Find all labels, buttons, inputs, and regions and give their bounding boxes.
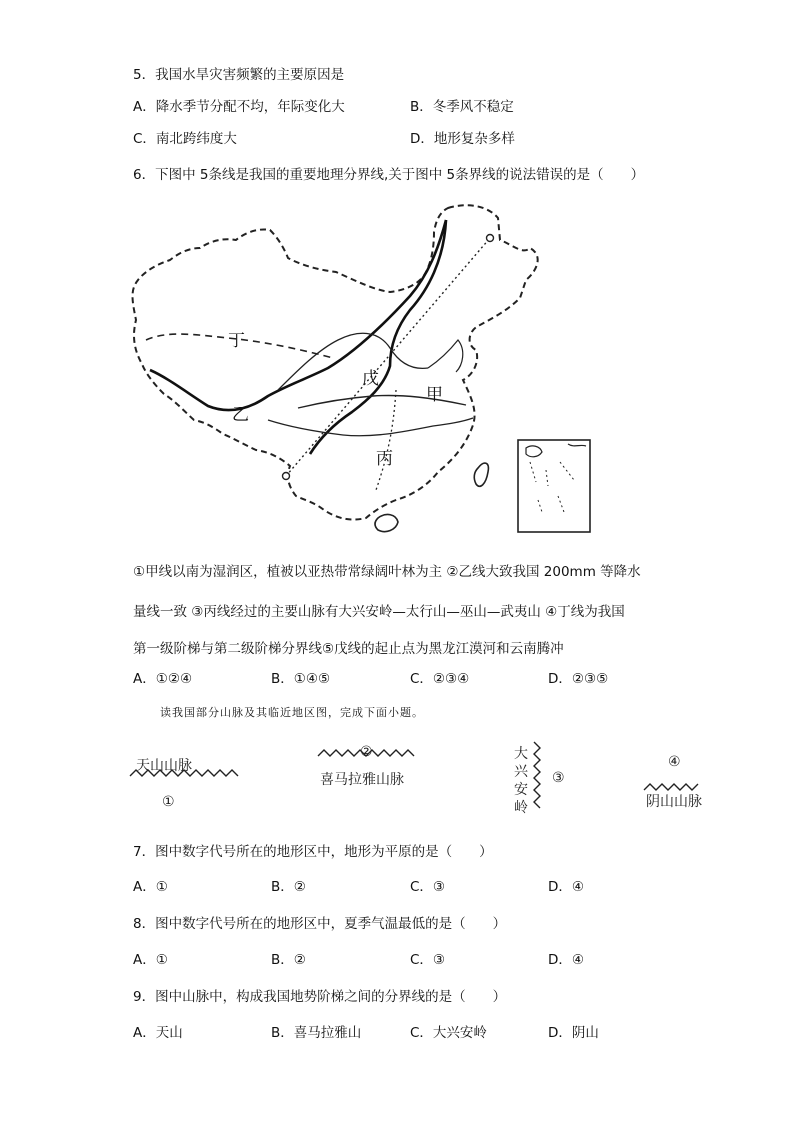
daxinganling-char-3: 安 (514, 782, 528, 798)
q6-option-d[interactable]: D．②③⑤ (548, 671, 609, 687)
label-ding: 丁 (228, 331, 245, 351)
q7-option-d[interactable]: D．④ (548, 879, 584, 895)
q6-statement-2: 量线一致 ③丙线经过的主要山脉有大兴安岭—太行山—巫山—武夷山 ④丁线为我国 (133, 604, 625, 620)
taiwan-island (474, 463, 488, 486)
mountains-intro: 读我国部分山脉及其临近地区图，完成下面小题。 (160, 706, 424, 719)
label-wu: 戊 (362, 369, 379, 389)
q7-option-c[interactable]: C．③ (410, 879, 446, 895)
q8-option-a[interactable]: A．① (133, 952, 168, 968)
q5-option-c[interactable]: C．南北跨纬度大 (133, 131, 237, 147)
q8-option-c[interactable]: C．③ (410, 952, 446, 968)
q5-option-b[interactable]: B．冬季风不稳定 (410, 99, 514, 115)
line-bing-dotted (376, 390, 396, 490)
yinshan-ridge (644, 784, 698, 790)
q6-statement-3: 第一级阶梯与第二级阶梯分界线⑤戊线的起止点为黑龙江漠河和云南腾冲 (133, 641, 564, 657)
daxinganling-ridge (534, 742, 540, 808)
label-bing: 丙 (376, 449, 393, 469)
line-yi (150, 220, 446, 410)
q5-stem: 5．我国水旱灾害频繁的主要原因是 (133, 67, 345, 83)
q5-option-a[interactable]: A．降水季节分配不均，年际变化大 (133, 99, 345, 115)
himalaya-number: ② (360, 744, 373, 760)
yinshan-label: 阴山山脉 (646, 794, 702, 810)
label-yi: 乙 (232, 405, 249, 425)
yangtze-river (268, 418, 473, 436)
south-china-sea-inset (518, 440, 590, 532)
q8-stem: 8．图中数字代号所在的地形区中，夏季气温最低的是（ ） (133, 916, 507, 932)
q6-option-c[interactable]: C．②③④ (410, 671, 470, 687)
mountains-figure (120, 732, 700, 832)
q6-stem: 6．下图中 5条线是我国的重要地理分界线,关于图中 5条界线的说法错误的是（ ） (133, 167, 645, 183)
yinshan-number: ④ (668, 754, 681, 770)
q7-stem: 7．图中数字代号所在的地形区中，地形为平原的是（ ） (133, 844, 493, 860)
q6-option-a[interactable]: A．①②④ (133, 671, 193, 687)
q9-option-a[interactable]: A．天山 (133, 1025, 183, 1041)
q8-option-d[interactable]: D．④ (548, 952, 584, 968)
daxinganling-number: ③ (552, 770, 565, 786)
daxinganling-char-4: 岭 (514, 800, 528, 816)
q7-option-a[interactable]: A．① (133, 879, 168, 895)
tianshan-label: 天山山脉 (136, 758, 192, 774)
tianshan-number: ① (162, 794, 175, 810)
hainan-island (375, 515, 398, 532)
q5-option-d[interactable]: D．地形复杂多样 (410, 131, 515, 147)
bohai-coast (428, 340, 463, 372)
q6-statement-1: ①甲线以南为湿润区，植被以亚热带常绿阔叶林为主 ②乙线大致我国 200mm 等降水 (133, 564, 641, 580)
line-wu-end-south (283, 473, 290, 480)
daxinganling-char-2: 兴 (514, 764, 528, 780)
q6-option-b[interactable]: B．①④⑤ (271, 671, 331, 687)
himalaya-label: 喜马拉雅山脉 (320, 772, 404, 788)
q9-stem: 9．图中山脉中，构成我国地势阶梯之间的分界线的是（ ） (133, 989, 507, 1005)
q9-option-b[interactable]: B．喜马拉雅山 (271, 1025, 362, 1041)
q7-option-b[interactable]: B．② (271, 879, 306, 895)
label-jia: 甲 (426, 385, 443, 405)
q9-option-c[interactable]: C．大兴安岭 (410, 1025, 487, 1041)
q8-option-b[interactable]: B．② (271, 952, 306, 968)
daxinganling-char-1: 大 (514, 746, 528, 762)
line-wu-end-north (487, 235, 494, 242)
line-wu (286, 238, 490, 476)
china-boundary-map (128, 200, 598, 540)
q9-option-d[interactable]: D．阴山 (548, 1025, 599, 1041)
